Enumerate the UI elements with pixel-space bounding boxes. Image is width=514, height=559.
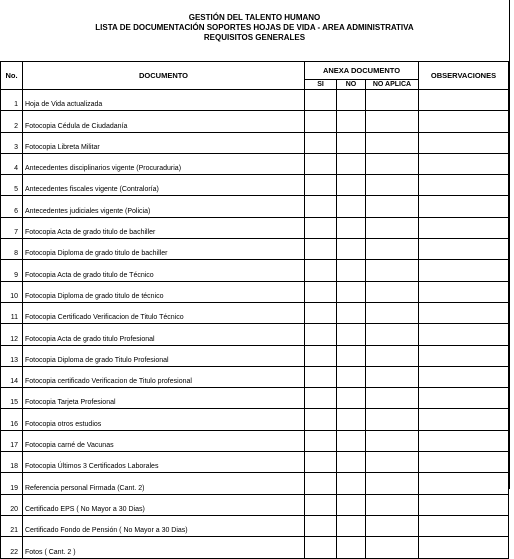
row-si-cell[interactable] (305, 217, 337, 238)
row-no-aplica-cell[interactable] (366, 388, 419, 409)
row-number: 6 (1, 196, 23, 217)
col-header-no-col: NO (337, 80, 366, 90)
row-number: 11 (1, 302, 23, 323)
row-no-aplica-cell[interactable] (366, 537, 419, 558)
row-no-aplica-cell[interactable] (366, 494, 419, 515)
row-document: Fotocopia Tarjeta Profesional (23, 388, 305, 409)
row-si-cell[interactable] (305, 111, 337, 132)
row-no-aplica-cell[interactable] (366, 324, 419, 345)
row-si-cell[interactable] (305, 175, 337, 196)
header-line-3: REQUISITOS GENERALES (203, 33, 306, 42)
row-number: 13 (1, 345, 23, 366)
row-si-cell[interactable] (305, 430, 337, 451)
row-si-cell[interactable] (305, 324, 337, 345)
row-document: Fotocopia Libreta Militar (23, 132, 305, 153)
row-no-aplica-cell[interactable] (366, 409, 419, 430)
row-number: 12 (1, 324, 23, 345)
row-no-cell[interactable] (337, 537, 366, 558)
row-si-cell[interactable] (305, 409, 337, 430)
row-no-cell[interactable] (337, 302, 366, 323)
row-no-aplica-cell[interactable] (366, 345, 419, 366)
row-no-cell[interactable] (337, 132, 366, 153)
row-number: 17 (1, 430, 23, 451)
row-document: Fotocopia Acta de grado titulo de bachiller (23, 217, 305, 238)
col-header-anexa: ANEXA DOCUMENTO (305, 62, 419, 80)
row-no-cell[interactable] (337, 409, 366, 430)
row-no-cell[interactable] (337, 366, 366, 387)
row-si-cell[interactable] (305, 281, 337, 302)
row-no-aplica-cell[interactable] (366, 473, 419, 494)
row-no-aplica-cell[interactable] (366, 302, 419, 323)
table-row (1, 366, 509, 387)
row-number: 10 (1, 281, 23, 302)
table-row (1, 260, 509, 281)
table-row (1, 324, 509, 345)
row-no-cell[interactable] (337, 239, 366, 260)
row-si-cell[interactable] (305, 90, 337, 111)
row-no-cell[interactable] (337, 345, 366, 366)
row-si-cell[interactable] (305, 345, 337, 366)
col-header-no: No. (1, 62, 23, 90)
row-observaciones-cell[interactable] (419, 239, 509, 260)
row-number: 1 (1, 90, 23, 111)
table-row (1, 409, 509, 430)
row-no-cell[interactable] (337, 452, 366, 473)
row-observaciones-cell[interactable] (419, 345, 509, 366)
row-si-cell[interactable] (305, 452, 337, 473)
row-number: 18 (1, 452, 23, 473)
row-document: Fotocopia Diploma de grado titulo de bachiller (23, 239, 305, 260)
table-row (1, 537, 509, 558)
row-no-aplica-cell[interactable] (366, 153, 419, 174)
table-row (1, 430, 509, 451)
row-document: Antecedentes disciplinarios vigente (Procuraduria) (23, 153, 305, 174)
row-document: Fotocopia otros estudios (23, 409, 305, 430)
row-no-cell[interactable] (337, 515, 366, 536)
row-si-cell[interactable] (305, 537, 337, 558)
header-line-2: LISTA DE DOCUMENTACIÓN SOPORTES HOJAS DE VIDA - AREA ADMINISTRATIVA (95, 23, 414, 32)
row-no-cell[interactable] (337, 281, 366, 302)
table-row (1, 473, 509, 494)
row-no-cell[interactable] (337, 217, 366, 238)
row-number: 15 (1, 388, 23, 409)
row-observaciones-cell[interactable] (419, 175, 509, 196)
row-number: 22 (1, 537, 23, 558)
row-number: 4 (1, 153, 23, 174)
row-no-aplica-cell[interactable] (366, 430, 419, 451)
col-header-documento: DOCUMENTO (23, 62, 305, 90)
row-number: 16 (1, 409, 23, 430)
row-number: 8 (1, 239, 23, 260)
table-row (1, 132, 509, 153)
row-number: 3 (1, 132, 23, 153)
row-no-aplica-cell[interactable] (366, 515, 419, 536)
row-document: Referencia personal Firmada (Cant. 2) (23, 473, 305, 494)
row-number: 20 (1, 494, 23, 515)
row-observaciones-cell[interactable] (419, 494, 509, 515)
table-row (1, 281, 509, 302)
row-document: Fotocopia carné de Vacunas (23, 430, 305, 451)
row-no-cell[interactable] (337, 473, 366, 494)
row-document: Hoja de Vida actualizada (23, 90, 305, 111)
row-observaciones-cell[interactable] (419, 153, 509, 174)
row-document: Fotocopia Diploma de grado Titulo Profesional (23, 345, 305, 366)
row-no-cell[interactable] (337, 260, 366, 281)
row-si-cell[interactable] (305, 260, 337, 281)
row-observaciones-cell[interactable] (419, 515, 509, 536)
documents-table (0, 61, 509, 559)
table-row (1, 175, 509, 196)
row-observaciones-cell[interactable] (419, 324, 509, 345)
row-document: Fotocopia Diploma de grado titulo de técnico (23, 281, 305, 302)
row-no-cell[interactable] (337, 90, 366, 111)
row-no-aplica-cell[interactable] (366, 239, 419, 260)
row-number: 7 (1, 217, 23, 238)
row-observaciones-cell[interactable] (419, 409, 509, 430)
row-no-aplica-cell[interactable] (366, 111, 419, 132)
row-observaciones-cell[interactable] (419, 281, 509, 302)
row-no-cell[interactable] (337, 324, 366, 345)
table-row (1, 302, 509, 323)
row-no-aplica-cell[interactable] (366, 175, 419, 196)
row-observaciones-cell[interactable] (419, 537, 509, 558)
table-row (1, 515, 509, 536)
row-no-cell[interactable] (337, 196, 366, 217)
table-row (1, 452, 509, 473)
row-no-aplica-cell[interactable] (366, 217, 419, 238)
row-document: Antecedentes fiscales vigente (Contraloría) (23, 175, 305, 196)
row-observaciones-cell[interactable] (419, 111, 509, 132)
row-si-cell[interactable] (305, 239, 337, 260)
row-no-cell[interactable] (337, 494, 366, 515)
row-document: Fotocopia Cédula de Ciudadanía (23, 111, 305, 132)
row-document: Fotos ( Cant. 2 ) (23, 537, 305, 558)
row-number: 2 (1, 111, 23, 132)
page-right-border (509, 0, 510, 489)
row-observaciones-cell[interactable] (419, 196, 509, 217)
row-no-cell[interactable] (337, 430, 366, 451)
table-row (1, 388, 509, 409)
row-number: 21 (1, 515, 23, 536)
row-document: Certificado EPS ( No Mayor a 30 Dias) (23, 494, 305, 515)
row-number: 5 (1, 175, 23, 196)
row-si-cell[interactable] (305, 473, 337, 494)
table-row (1, 239, 509, 260)
row-si-cell[interactable] (305, 153, 337, 174)
row-observaciones-cell[interactable] (419, 388, 509, 409)
row-document: Fotocopia Certificado Verificacion de Titulo Técnico (23, 302, 305, 323)
row-no-aplica-cell[interactable] (366, 90, 419, 111)
row-number: 19 (1, 473, 23, 494)
table-row (1, 153, 509, 174)
row-observaciones-cell[interactable] (419, 452, 509, 473)
row-no-cell[interactable] (337, 153, 366, 174)
row-si-cell[interactable] (305, 132, 337, 153)
row-no-aplica-cell[interactable] (366, 196, 419, 217)
row-si-cell[interactable] (305, 196, 337, 217)
document-header (0, 13, 509, 43)
row-observaciones-cell[interactable] (419, 473, 509, 494)
row-document: Fotocopia certificado Verificacion de Titulo profesional (23, 366, 305, 387)
row-observaciones-cell[interactable] (419, 90, 509, 111)
header-line-1: GESTIÓN DEL TALENTO HUMANO (188, 13, 321, 22)
table-body (1, 90, 509, 559)
row-no-cell[interactable] (337, 388, 366, 409)
row-si-cell[interactable] (305, 388, 337, 409)
row-observaciones-cell[interactable] (419, 217, 509, 238)
row-observaciones-cell[interactable] (419, 366, 509, 387)
row-observaciones-cell[interactable] (419, 132, 509, 153)
row-document: Fotocopia Últimos 3 Certificados Laborales (23, 452, 305, 473)
row-si-cell[interactable] (305, 515, 337, 536)
table-row (1, 217, 509, 238)
table-row (1, 345, 509, 366)
row-document: Antecedentes judiciales vigente (Policia) (23, 196, 305, 217)
col-header-si: SI (305, 80, 337, 90)
row-no-cell[interactable] (337, 111, 366, 132)
row-si-cell[interactable] (305, 302, 337, 323)
table-row (1, 494, 509, 515)
row-observaciones-cell[interactable] (419, 260, 509, 281)
row-document: Certificado Fondo de Pensión ( No Mayor a 30 Dias) (23, 515, 305, 536)
row-no-aplica-cell[interactable] (366, 132, 419, 153)
row-number: 9 (1, 260, 23, 281)
table-row (1, 196, 509, 217)
col-header-no-aplica: NO APLICA (366, 80, 419, 90)
row-no-aplica-cell[interactable] (366, 366, 419, 387)
row-si-cell[interactable] (305, 366, 337, 387)
table-row (1, 90, 509, 111)
row-no-aplica-cell[interactable] (366, 260, 419, 281)
col-header-observaciones: OBSERVACIONES (419, 62, 509, 90)
row-si-cell[interactable] (305, 494, 337, 515)
row-number: 14 (1, 366, 23, 387)
row-document: Fotocopia Acta de grado titulo Profesional (23, 324, 305, 345)
table-row (1, 111, 509, 132)
row-document: Fotocopia Acta de grado titulo de Técnico (23, 260, 305, 281)
row-observaciones-cell[interactable] (419, 430, 509, 451)
row-no-aplica-cell[interactable] (366, 281, 419, 302)
row-no-aplica-cell[interactable] (366, 452, 419, 473)
row-observaciones-cell[interactable] (419, 302, 509, 323)
row-no-cell[interactable] (337, 175, 366, 196)
